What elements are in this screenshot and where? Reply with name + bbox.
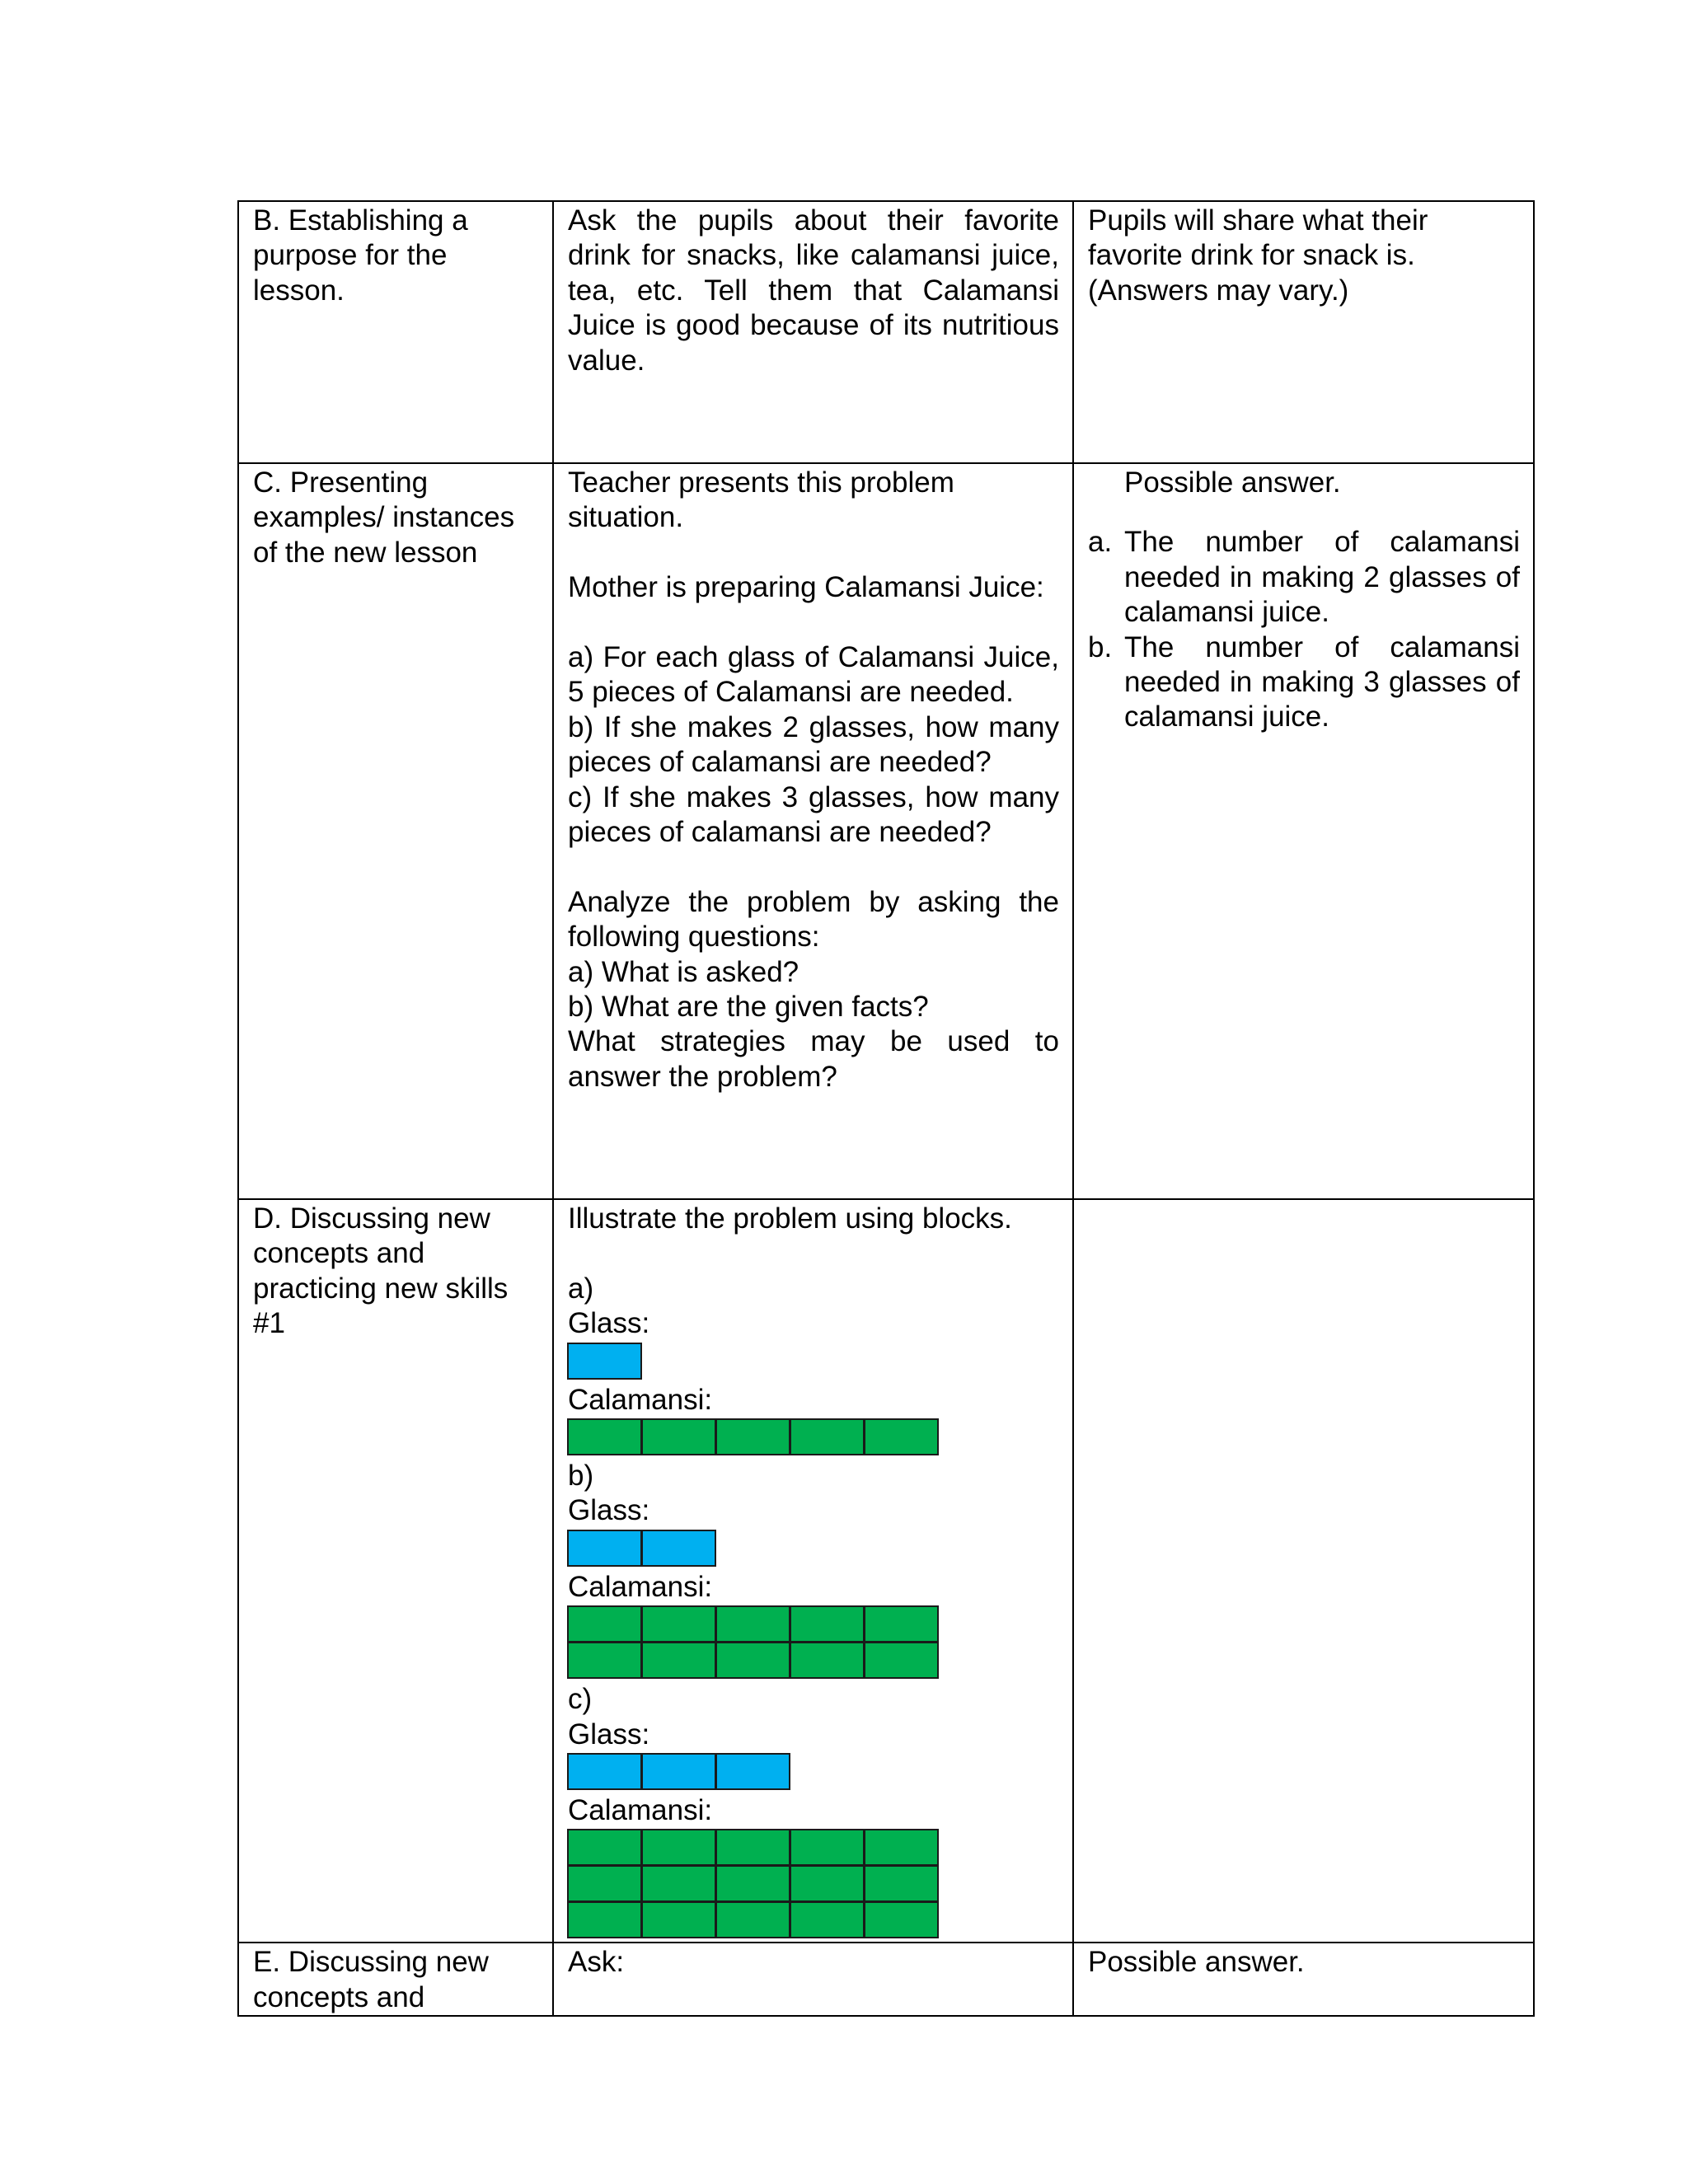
calamansi-block [715,1865,790,1902]
glass-blocks [568,1343,1059,1380]
calamansi-blocks [568,1830,1059,1938]
problem-statement: Mother is preparing Calamansi Juice: [568,571,1044,604]
problem-item-b: b) If she makes 2 glasses, how many pieces of calamansi are needed? [568,710,1059,779]
calamansi-blocks [568,1419,1059,1455]
row-c-pupil [1073,463,1534,1199]
calamansi-block [567,1642,642,1679]
calamansi-block [567,1605,642,1643]
list-item: b. The number of calamansi needed in making 3 glasses of calamansi juice. [1088,630,1520,733]
calamansi-block [715,1605,790,1643]
row-c-label: C. Presenting examples/ instances of the new lesson [238,463,553,1199]
problem-item-c: c) If she makes 3 glasses, how many pieces of calamansi are needed? [568,780,1059,849]
row-b-pupil: Pupils will share what their favorite drink for snack is. (Answers may vary.) [1073,201,1534,463]
table-row [238,1199,1534,1943]
glass-label: Glass: [568,1307,650,1340]
possible-answer-title: Possible answer. [1124,466,1341,499]
row-d-label: D. Discussing new concepts and practicing new skills #1 [238,1199,553,1943]
glass-block [715,1753,790,1790]
calamansi-block [790,1829,865,1866]
row-c-teacher [553,463,1073,1199]
calamansi-block [715,1829,790,1866]
calamansi-block [715,1901,790,1938]
row-d-teacher [553,1199,1073,1943]
row-b-teacher: Ask the pupils about their favorite drink for snacks, like calamansi juice, tea, etc. Tell them that Calamansi Juice is good because of its nutritious value. [553,201,1073,463]
glass-label: Glass: [568,1718,650,1750]
analyze-instruction: Analyze the problem by asking the following questions: [568,885,1059,954]
illustration-marker: c) [568,1683,593,1716]
calamansi-label: Calamansi: [568,1570,713,1603]
list-item: a. The number of calamansi needed in making 2 glasses of calamansi juice. [1088,526,1520,629]
glass-block [641,1530,716,1567]
problem-intro: Teacher presents this problem situation. [568,466,954,534]
analyze-question-2: b) What are the given facts? [568,991,929,1024]
table-row [238,463,1534,1199]
glass-label: Glass: [568,1494,650,1527]
glass-blocks [568,1530,1059,1567]
glass-block [567,1753,642,1790]
calamansi-block [567,1418,642,1455]
calamansi-block [567,1829,642,1866]
row-b-label: B. Establishing a purpose for the lesson. [238,201,553,463]
calamansi-block [641,1865,716,1902]
calamansi-block [790,1605,865,1643]
calamansi-block [641,1829,716,1866]
possible-answer-list [1088,525,1520,734]
calamansi-block [641,1605,716,1643]
calamansi-block [864,1829,939,1866]
block-illustrations [568,1272,1059,1939]
illustration-marker: b) [568,1460,594,1493]
glass-block [567,1530,642,1567]
table-row [238,201,1534,463]
calamansi-label: Calamansi: [568,1383,713,1416]
calamansi-block [641,1901,716,1938]
row-e-teacher: Ask: [553,1943,1073,2016]
calamansi-block [715,1642,790,1679]
analyze-question-1: a) What is asked? [568,955,799,988]
calamansi-block [864,1605,939,1643]
illustrate-intro: Illustrate the problem using blocks. [568,1202,1012,1235]
calamansi-block [641,1642,716,1679]
problem-item-a: a) For each glass of Calamansi Juice, 5 pieces of Calamansi are needed. [568,641,1059,709]
calamansi-block [567,1865,642,1902]
calamansi-block [790,1418,865,1455]
calamansi-block [790,1865,865,1902]
calamansi-block [864,1901,939,1938]
row-d-pupil [1073,1199,1534,1943]
illustration-marker: a) [568,1272,594,1305]
row-e-pupil: Possible answer. [1073,1943,1534,2016]
calamansi-block [864,1418,939,1455]
calamansi-block [715,1418,790,1455]
analyze-question-3: What strategies may be used to answer the problem? [568,1025,1059,1093]
glass-block [641,1753,716,1790]
calamansi-block [641,1418,716,1455]
calamansi-block [567,1901,642,1938]
calamansi-block [790,1901,865,1938]
lesson-plan-table [237,200,1535,2017]
glass-blocks [568,1754,1059,1790]
table-row [238,1943,1534,2016]
calamansi-block [790,1642,865,1679]
calamansi-block [864,1865,939,1902]
calamansi-blocks [568,1606,1059,1679]
calamansi-block [864,1642,939,1679]
row-e-label: E. Discussing new concepts and [238,1943,553,2016]
calamansi-label: Calamansi: [568,1794,713,1827]
glass-block [567,1343,642,1380]
